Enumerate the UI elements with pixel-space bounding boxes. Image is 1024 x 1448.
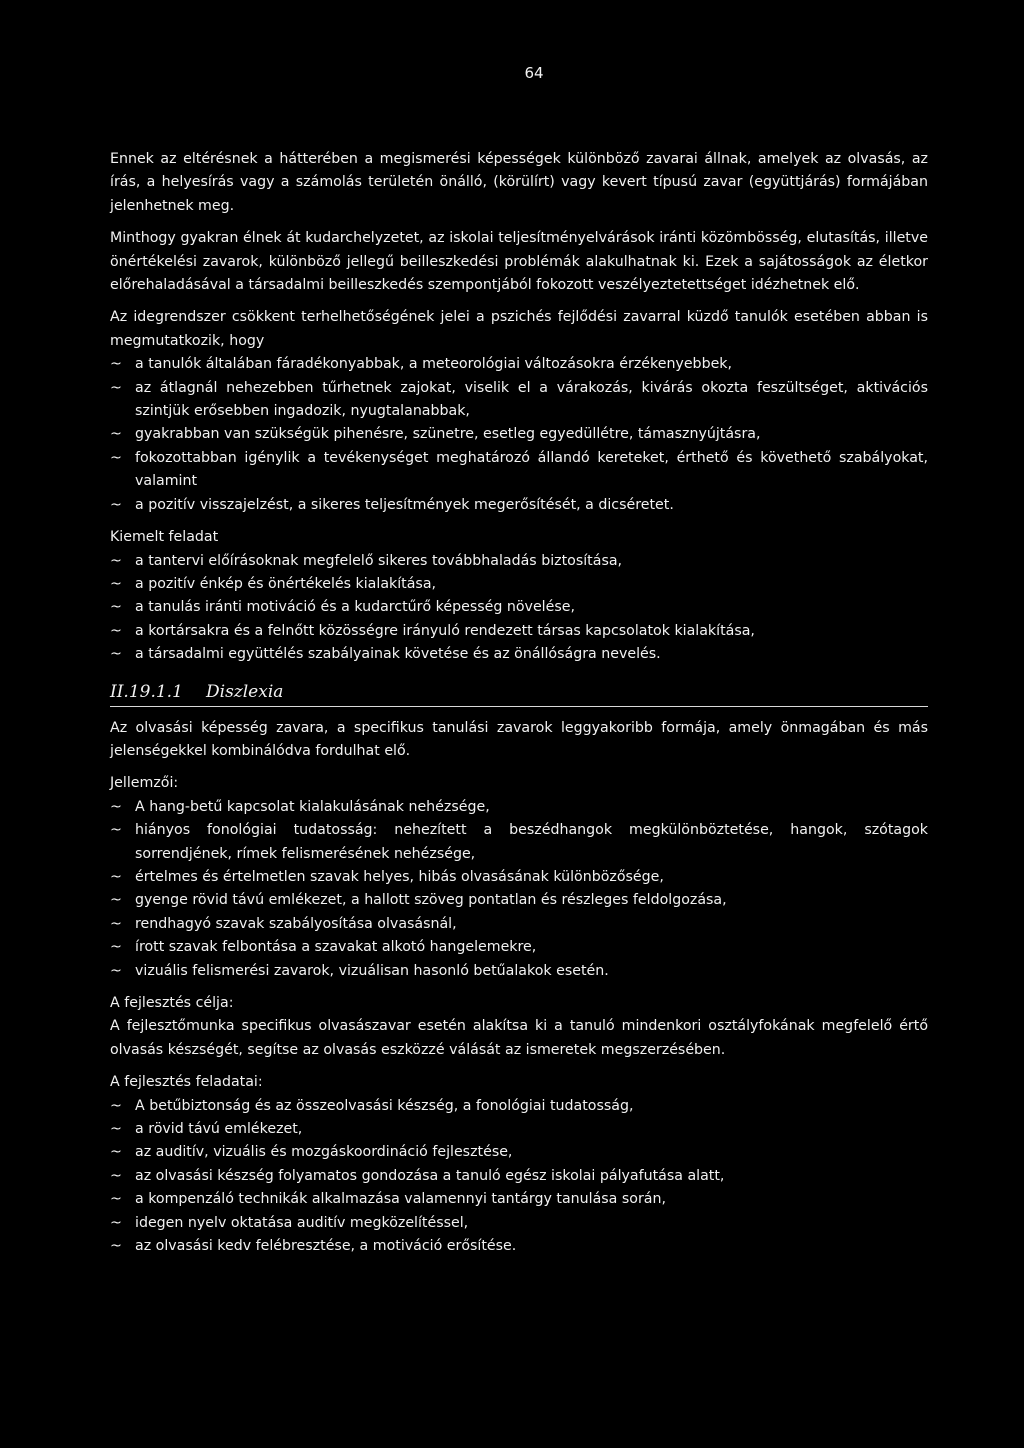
list-item: ~ fokozottabban igénylik a tevékenységet meghatározó állandó kereteket, érthető és követhető szabályokat, valamint (110, 447, 928, 494)
tilde-bullet-icon: ~ (110, 575, 122, 592)
list-item: ~ a tantervi előírásoknak megfelelő sikeres továbbhaladás biztosítása, (110, 550, 928, 573)
tilde-bullet-icon: ~ (110, 1238, 122, 1255)
list-item: ~ a tanulók általában fáradékonyabbak, a meteorológiai változásokra érzékenyebbek, (110, 353, 928, 376)
list-item: ~ az auditív, vizuális és mozgáskoordináció fejlesztése, (110, 1141, 928, 1164)
tilde-bullet-icon: ~ (110, 798, 122, 815)
tilde-bullet-icon: ~ (110, 1214, 122, 1231)
feladatai-list (110, 1095, 928, 1259)
feladatai-label: A fejlesztés feladatai: (110, 1074, 263, 1091)
list-item: ~ a pozitív visszajelzést, a sikeres teljesítmények megerősítését, a dicséretet. (110, 494, 928, 517)
list-item: ~ A hang-betű kapcsolat kialakulásának nehézsége, (110, 796, 928, 819)
list-item: ~ A betűbiztonság és az összeolvasási készség, a fonológiai tudatosság, (110, 1095, 928, 1118)
tilde-bullet-icon: ~ (110, 1144, 122, 1161)
list-item: ~ a tanulás iránti motiváció és a kudarctűrő képesség növelése, (110, 596, 928, 619)
list-item: ~ az olvasási készség folyamatos gondozása a tanuló egész iskolai pályafutása alatt, (110, 1165, 928, 1188)
tilde-bullet-icon: ~ (110, 1191, 122, 1208)
list-item: ~ a rövid távú emlékezet, (110, 1118, 928, 1141)
tilde-bullet-icon: ~ (110, 939, 122, 956)
list-item: ~ gyenge rövid távú emlékezet, a hallott szöveg pontatlan és részleges feldolgozása, (110, 889, 928, 912)
section-title: Diszlexia (206, 681, 284, 702)
list-item: ~ vizuális felismerési zavarok, vizuálisan hasonló betűalakok esetén. (110, 960, 928, 983)
tilde-bullet-icon: ~ (110, 496, 122, 513)
tilde-bullet-icon: ~ (110, 822, 122, 839)
list-item: ~ rendhagyó szavak szabályosítása olvasásnál, (110, 913, 928, 936)
section-intro: Az olvasási képesség zavara, a specifikus tanulási zavarok leggyakoribb formája, amely önmagában és más jelenségekkel kombinálódva fordulhat elő. (110, 719, 928, 759)
list-item: ~ értelmes és értelmetlen szavak helyes, hibás olvasásának különbözősége, (110, 866, 928, 889)
symptoms-list (110, 353, 928, 517)
list-item: ~ a társadalmi együttélés szabályainak követése és az önállóságra nevelés. (110, 643, 928, 666)
tilde-bullet-icon: ~ (110, 646, 122, 663)
paragraph-intro-2: Minthogy gyakran élnek át kudarchelyzetet, az iskolai teljesítményelvárások iránti közömbösség, elutasítás, illetve önértékelési zavarok, különböző jellegű beilleszkedési problémák alakulhatnak ki. Ezek a sajátosságok az életkor előrehaladásával a társadalmi beilleszkedés szempontjából fokozott veszélyeztetettséget idézhetnek elő. (110, 230, 928, 294)
list-item: ~ a pozitív énkép és önértékelés kialakítása, (110, 573, 928, 596)
list-item: ~ a kortársakra és a felnőtt közösségre irányuló rendezett társas kapcsolatok kialakítása, (110, 620, 928, 643)
paragraph-intro-1: Ennek az eltérésnek a hátterében a megismerési képességek különböző zavarai állnak, amelyek az olvasás, az írás, a helyesírás vagy a számolás területén önálló, (körülírt) vagy kevert típusú zavar (együttjárás) formájában jelenhetnek meg. (110, 151, 928, 214)
celja-label: A fejlesztés célja: (110, 995, 234, 1011)
kiemelt-feladat-list (110, 550, 928, 667)
tilde-bullet-icon: ~ (110, 892, 122, 909)
page-number: 64 (524, 64, 544, 82)
tilde-bullet-icon: ~ (110, 552, 122, 569)
kiemelt-feladat-label: Kiemelt feladat (110, 529, 219, 546)
list-item: ~ a kompenzáló technikák alkalmazása valamennyi tantárgy tanulása során, (110, 1188, 928, 1211)
tilde-bullet-icon: ~ (110, 356, 122, 373)
tilde-bullet-icon: ~ (110, 962, 122, 979)
section-number: II.19.1.1 (110, 681, 183, 702)
tilde-bullet-icon: ~ (110, 449, 122, 466)
tilde-bullet-icon: ~ (110, 1167, 122, 1184)
tilde-bullet-icon: ~ (110, 622, 122, 639)
tilde-bullet-icon: ~ (110, 1097, 122, 1114)
jellemzoi-list (110, 796, 928, 983)
jellemzoi-label: Jellemzői: (110, 775, 179, 792)
document-body (110, 148, 928, 1258)
tilde-bullet-icon: ~ (110, 599, 122, 616)
tilde-bullet-icon: ~ (110, 1121, 122, 1138)
paragraph-intro-3: Az idegrendszer csökkent terhelhetőségének jelei a pszichés fejlődési zavarral küzdő tanulók esetében abban is megmutatkozik, hogy (110, 309, 928, 349)
list-item: ~ írott szavak felbontása a szavakat alkotó hangelemekre, (110, 936, 928, 959)
section-heading (110, 680, 928, 707)
list-item: ~ hiányos fonológiai tudatosság: nehezített a beszédhangok megkülönböztetése, hangok, szótagok sorrendjének, rímek felismerésének nehézsége, (110, 819, 928, 866)
celja-text: A fejlesztőmunka specifikus olvasászavar esetén alakítsa ki a tanuló mindenkori osztályfokának megfelelő értő olvasás készségét, segítse az olvasás eszközzé válását az ismeretek megszerzésében. (110, 1018, 928, 1058)
list-item: ~ idegen nyelv oktatása auditív megközelítéssel, (110, 1212, 928, 1235)
list-item: ~ az átlagnál nehezebben tűrhetnek zajokat, viselik el a várakozás, kivárás okozta feszültséget, aktivációs szintjük erősebben ingadozik, nyugtalanabbak, (110, 377, 928, 424)
tilde-bullet-icon: ~ (110, 426, 122, 443)
list-item: ~ az olvasási kedv felébresztése, a motiváció erősítése. (110, 1235, 928, 1258)
list-item: ~ gyakrabban van szükségük pihenésre, szünetre, esetleg egyedüllétre, támasznyújtásra, (110, 423, 928, 446)
tilde-bullet-icon: ~ (110, 379, 122, 396)
tilde-bullet-icon: ~ (110, 868, 122, 885)
tilde-bullet-icon: ~ (110, 915, 122, 932)
